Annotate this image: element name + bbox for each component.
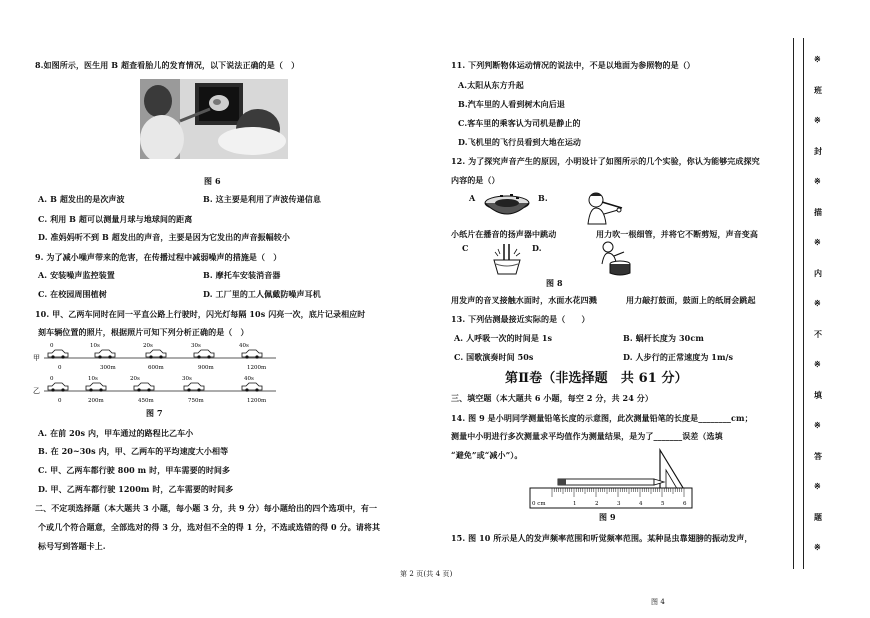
ruler-label-4: 4	[639, 501, 643, 507]
yi-car-4	[242, 383, 262, 392]
drum-illustration	[598, 240, 632, 276]
binding-border-line	[793, 38, 794, 569]
q12-desc-b: 用力吹一根细管，并将它不断剪短，声音变高	[596, 229, 758, 239]
yi-time-4: 40s	[244, 376, 254, 382]
yi-car-2	[134, 383, 154, 392]
tuning-fork-water-illustration	[490, 242, 524, 276]
q8-option-c: C. 利用 B 超可以测量月球与地球间的距离	[38, 214, 193, 224]
ruler-label-6: 6	[683, 501, 687, 507]
section2-line3: 标号写到答题卡上.	[38, 541, 106, 551]
ruler-label-2: 2	[595, 501, 599, 507]
yi-dist-1: 200m	[88, 398, 104, 404]
fig7-caption: 图 7	[146, 408, 163, 418]
margin-char-1: 班	[814, 84, 822, 95]
q10-option-c: C. 甲、乙两车都行驶 800 m 时，甲车需要的时间多	[38, 465, 231, 475]
q12-stem-line1: 12. 为了探究声音产生的原因，小明设计了如图所示的几个实验，你认为能够完成探究	[451, 156, 760, 166]
margin-char-15: 题	[814, 511, 822, 522]
jia-car-1	[95, 350, 115, 359]
q10-stem-line1: 10. 甲、乙两车同时在同一平直公路上行驶时，闪光灯每隔 10s 闪亮一次，底片记录相应时	[35, 309, 366, 319]
q8-option-d: D. 准妈妈听不到 B 超发出的声音，主要是因为它发出的声音振幅较小	[38, 232, 290, 242]
q9-stem: 9. 为了减小噪声带来的危害，在传播过程中减弱噪声的措施是（ ）	[35, 252, 282, 262]
q11-option-a: A.太阳从东方升起	[458, 80, 524, 90]
yi-car-3	[184, 383, 204, 392]
margin-char-16: ※	[814, 542, 821, 552]
fig6-caption: 图 6	[204, 176, 221, 186]
margin-char-7: 内	[814, 267, 822, 278]
jia-time-3: 30s	[191, 343, 201, 349]
q12-label-c: C	[462, 243, 469, 253]
jia-time-1: 10s	[90, 343, 100, 349]
jia-dist-2: 600m	[148, 365, 164, 371]
q11-option-b: B.汽车里的人看到树木向后退	[458, 99, 565, 109]
yi-dist-4: 1200m	[247, 398, 267, 404]
yi-time-1: 10s	[88, 376, 98, 382]
q11-option-c: C.客车里的乘客认为司机是静止的	[458, 118, 581, 128]
jia-car-0	[48, 350, 68, 359]
q9-option-b: B. 摩托车安装消音器	[203, 270, 281, 280]
q12-stem-line2: 内容的是（）	[451, 175, 500, 185]
page-number: 第 2 页(共 4 页)	[400, 570, 453, 578]
jia-time-4: 40s	[239, 343, 249, 349]
ruler-label-3: 3	[617, 501, 621, 507]
ruler-pencil-diagram	[528, 448, 694, 510]
ruler-label-5: 5	[661, 501, 665, 507]
margin-char-8: ※	[814, 298, 821, 308]
margin-char-4: ※	[814, 176, 821, 186]
q14-line2: 测量中小明进行多次测量求平均值作为测量结果，是为了_______误差（选填	[451, 431, 723, 441]
label-jia: 甲	[33, 354, 40, 362]
yi-car-0	[48, 383, 68, 392]
jia-dist-0: 0	[58, 365, 62, 371]
q8-option-a: A. B 超发出的是次声波	[38, 194, 125, 204]
fig9-caption: 图 9	[599, 512, 616, 522]
margin-char-9: 不	[814, 328, 822, 339]
jia-dist-1: 300m	[100, 365, 116, 371]
margin-char-6: ※	[814, 237, 821, 247]
footer-fig-label: 图 4	[651, 598, 665, 606]
q10-option-a: A. 在前 20s 内，甲车通过的路程比乙车小	[38, 428, 194, 438]
ruler-label-1: 1	[573, 501, 577, 507]
q8-option-b: B. 这主要是利用了声波传递信息	[203, 194, 321, 204]
margin-char-10: ※	[814, 359, 821, 369]
q12-desc-d: 用力敲打鼓面，鼓面上的纸屑会跳起	[626, 295, 756, 305]
q9-option-c: C. 在校园周围植树	[38, 289, 107, 299]
q11-stem: 11. 下列判断物体运动情况的说法中，不是以地面为参照物的是（）	[451, 60, 695, 70]
margin-char-2: ※	[814, 115, 821, 125]
margin-char-13: 答	[814, 450, 822, 461]
yi-car-1	[86, 383, 106, 392]
car-motion-diagram	[30, 341, 280, 411]
q14-line3: “避免”或“减小”）。	[451, 450, 523, 460]
margin-char-14: ※	[814, 481, 821, 491]
q15-line1: 15. 图 10 所示是人的发声频率范围和听觉频率范围。某种昆虫靠翅膀的振动发声，	[451, 533, 753, 543]
yi-time-3: 30s	[182, 376, 192, 382]
jia-car-2	[146, 350, 166, 359]
binding-border-line-inner	[803, 38, 804, 569]
ruler-label-0: 0 cm	[532, 501, 546, 507]
q13-option-d: D. 人步行的正常速度为 1m/s	[623, 352, 734, 362]
jia-dist-3: 900m	[198, 365, 214, 371]
q11-option-d: D.飞机里的飞行员看到大地在运动	[458, 137, 582, 147]
q9-option-a: A. 安装噪声监控装置	[38, 270, 115, 280]
jia-dist-4: 1200m	[247, 365, 267, 371]
q12-label-a: A	[469, 193, 476, 203]
jia-time-0: 0	[50, 343, 54, 349]
section3-heading: 三、填空题（本大题共 6 小题，每空 2 分，共 24 分）	[451, 393, 653, 403]
margin-char-11: 填	[814, 389, 822, 400]
margin-char-12: ※	[814, 420, 821, 430]
q13-option-b: B. 蜗杆长度为 30cm	[623, 333, 704, 343]
speaker-paper-illustration	[482, 193, 532, 223]
q10-stem-line2: 刻车辆位置的照片，根据照片可知下列分析正确的是（ ）	[38, 327, 249, 337]
q13-option-c: C. 国歌演奏时间 50s	[454, 352, 534, 362]
jia-car-4	[242, 350, 262, 359]
yi-dist-3: 750m	[188, 398, 204, 404]
yi-dist-0: 0	[58, 398, 62, 404]
q12-desc-a: 小纸片在播音的扬声器中跳动	[451, 229, 557, 239]
jia-car-3	[194, 350, 214, 359]
jia-time-2: 20s	[143, 343, 153, 349]
q8-stem: 8.如图所示，医生用 B 超查看胎儿的发育情况，以下说法正确的是（ ）	[35, 60, 300, 70]
fig8-caption: 图 8	[546, 278, 563, 288]
q13-option-a: A. 人呼吸一次的时间是 1s	[454, 333, 553, 343]
margin-char-5: 描	[814, 206, 822, 217]
q10-option-d: D. 甲、乙两车都行驶 1200m 时，乙车需要的时间多	[38, 484, 234, 494]
margin-char-3: 封	[814, 145, 822, 156]
yi-time-0: 0	[50, 376, 54, 382]
section2-line1: 二、不定项选择题（本大题共 3 小题，每小题 3 分，共 9 分）每小题给出的四个选项中，有一	[35, 503, 378, 513]
part2-title: 第Ⅱ卷（非选择题 共 61 分）	[505, 371, 688, 386]
margin-char-0: ※	[814, 54, 821, 64]
q13-stem: 13. 下列估测最接近实际的是（ ）	[451, 314, 590, 324]
q12-desc-c: 用发声的音叉接触水面时，水面水花四溅	[451, 295, 597, 305]
q12-label-b: B.	[538, 193, 548, 203]
q14-line1: 14. 图 9 是小明同学测量铅笔长度的示意图，此次测量铅笔的长度是________cm；	[451, 413, 753, 423]
ultrasound-photo	[140, 79, 288, 159]
q9-option-d: D. 工厂里的工人佩戴防噪声耳机	[203, 289, 321, 299]
blowing-tube-illustration	[582, 190, 626, 226]
q10-option-b: B. 在 20~30s 内，甲、乙两车的平均速度大小相等	[38, 446, 229, 456]
label-yi: 乙	[33, 387, 40, 395]
yi-time-2: 20s	[130, 376, 140, 382]
section2-line2: 个或几个符合题意，全部选对的得 3 分，选对但不全的得 1 分，不选或选错的得 0 分。请将其	[38, 522, 381, 532]
yi-dist-2: 450m	[138, 398, 154, 404]
q12-label-d: D.	[532, 243, 542, 253]
